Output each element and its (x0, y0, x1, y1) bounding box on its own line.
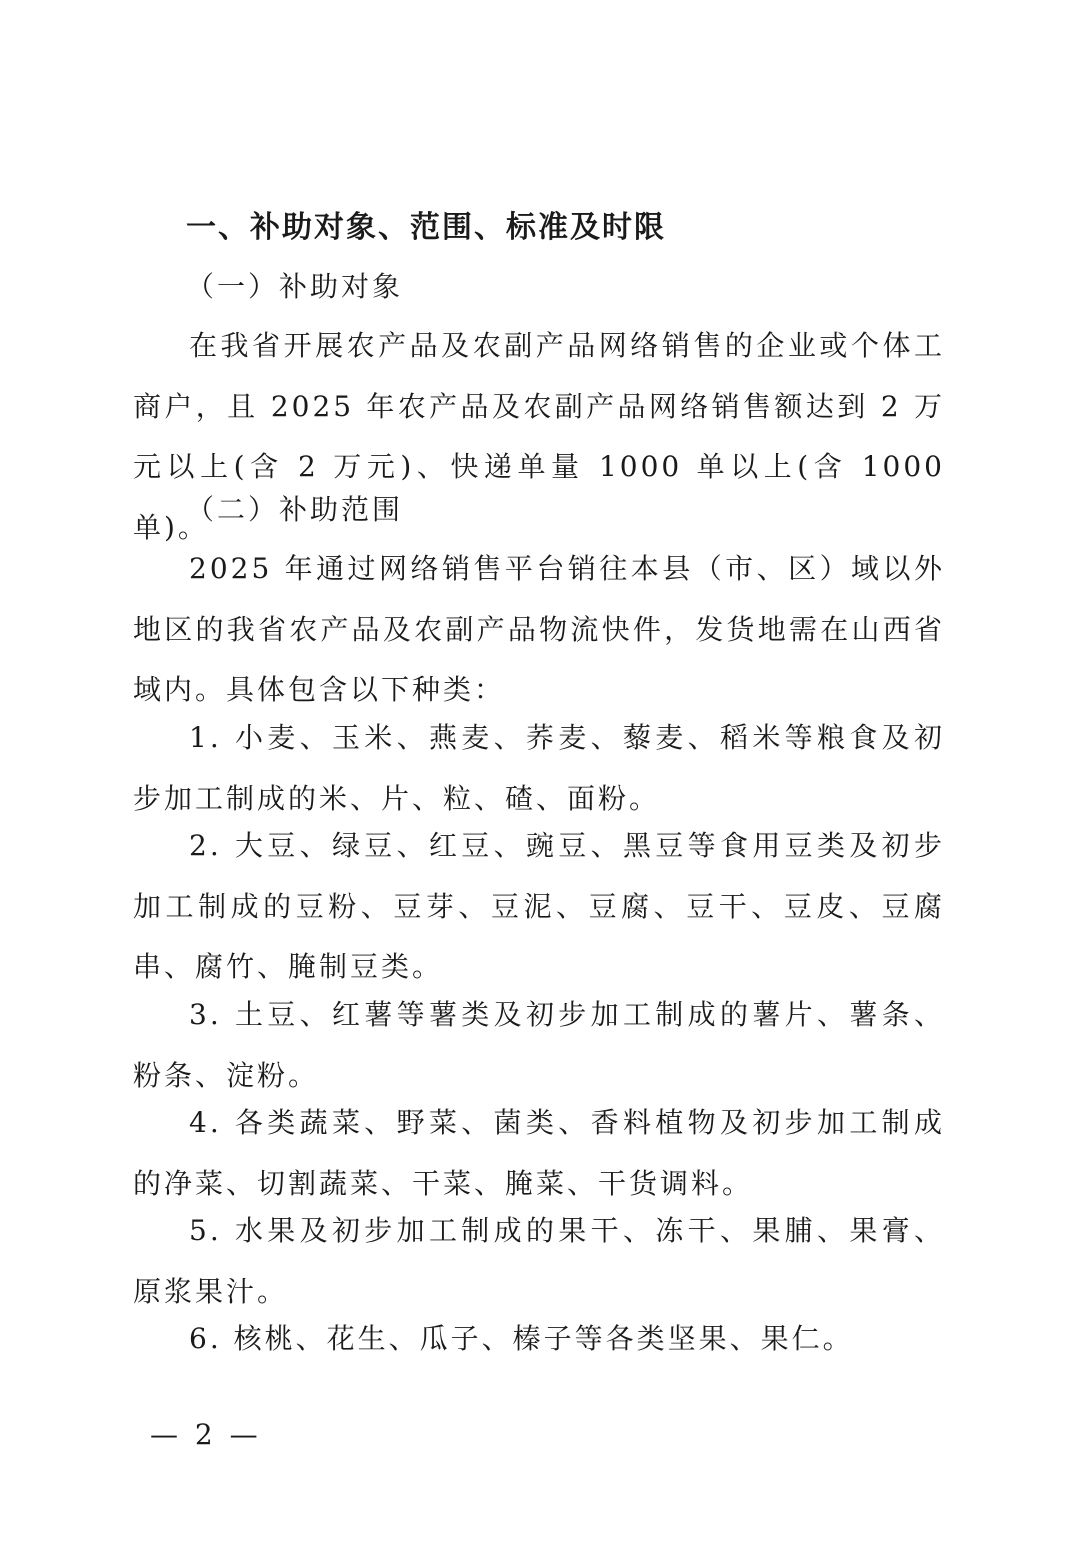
list-item-tubers: 3. 土豆、红薯等薯类及初步加工制成的薯片、薯条、粉条、淀粉。 (133, 998, 945, 1092)
subsection-title-recipients: （一）补助对象 (186, 270, 404, 303)
list-item-beans: 2. 大豆、绿豆、红豆、豌豆、黑豆等食用豆类及初步加工制成的豆粉、豆芽、豆泥、豆腐、豆干、豆皮、豆腐串、腐竹、腌制豆类。 (133, 829, 945, 984)
page-number: — 2 — (150, 1418, 262, 1451)
list-item-fruits: 5. 水果及初步加工制成的果干、冻干、果脯、果膏、原浆果汁。 (133, 1214, 945, 1308)
section-heading: 一、补助对象、范围、标准及时限 (186, 210, 666, 245)
paragraph-recipients: 在我省开展农产品及农副产品网络销售的企业或个体工商户，且 2025 年农产品及农副产品网络销售额达到 2 万元以上(含 2 万元)、快递单量 1000 单以上(含 1000 单)。 (133, 329, 945, 545)
paragraph-scope: 2025 年通过网络销售平台销往本县（市、区）域以外地区的我省农产品及农副产品物流快件，发货地需在山西省域内。具体包含以下种类： (133, 552, 945, 707)
list-item-grains: 1. 小麦、玉米、燕麦、荞麦、藜麦、稻米等粮食及初步加工制成的米、片、粒、碴、面粉。 (133, 721, 945, 815)
subsection-title-scope: （二）补助范围 (186, 493, 404, 526)
list-item-vegetables: 4. 各类蔬菜、野菜、菌类、香料植物及初步加工制成的净菜、切割蔬菜、干菜、腌菜、干货调料。 (133, 1106, 945, 1200)
list-item-nuts: 6. 核桃、花生、瓜子、榛子等各类坚果、果仁。 (189, 1322, 854, 1355)
